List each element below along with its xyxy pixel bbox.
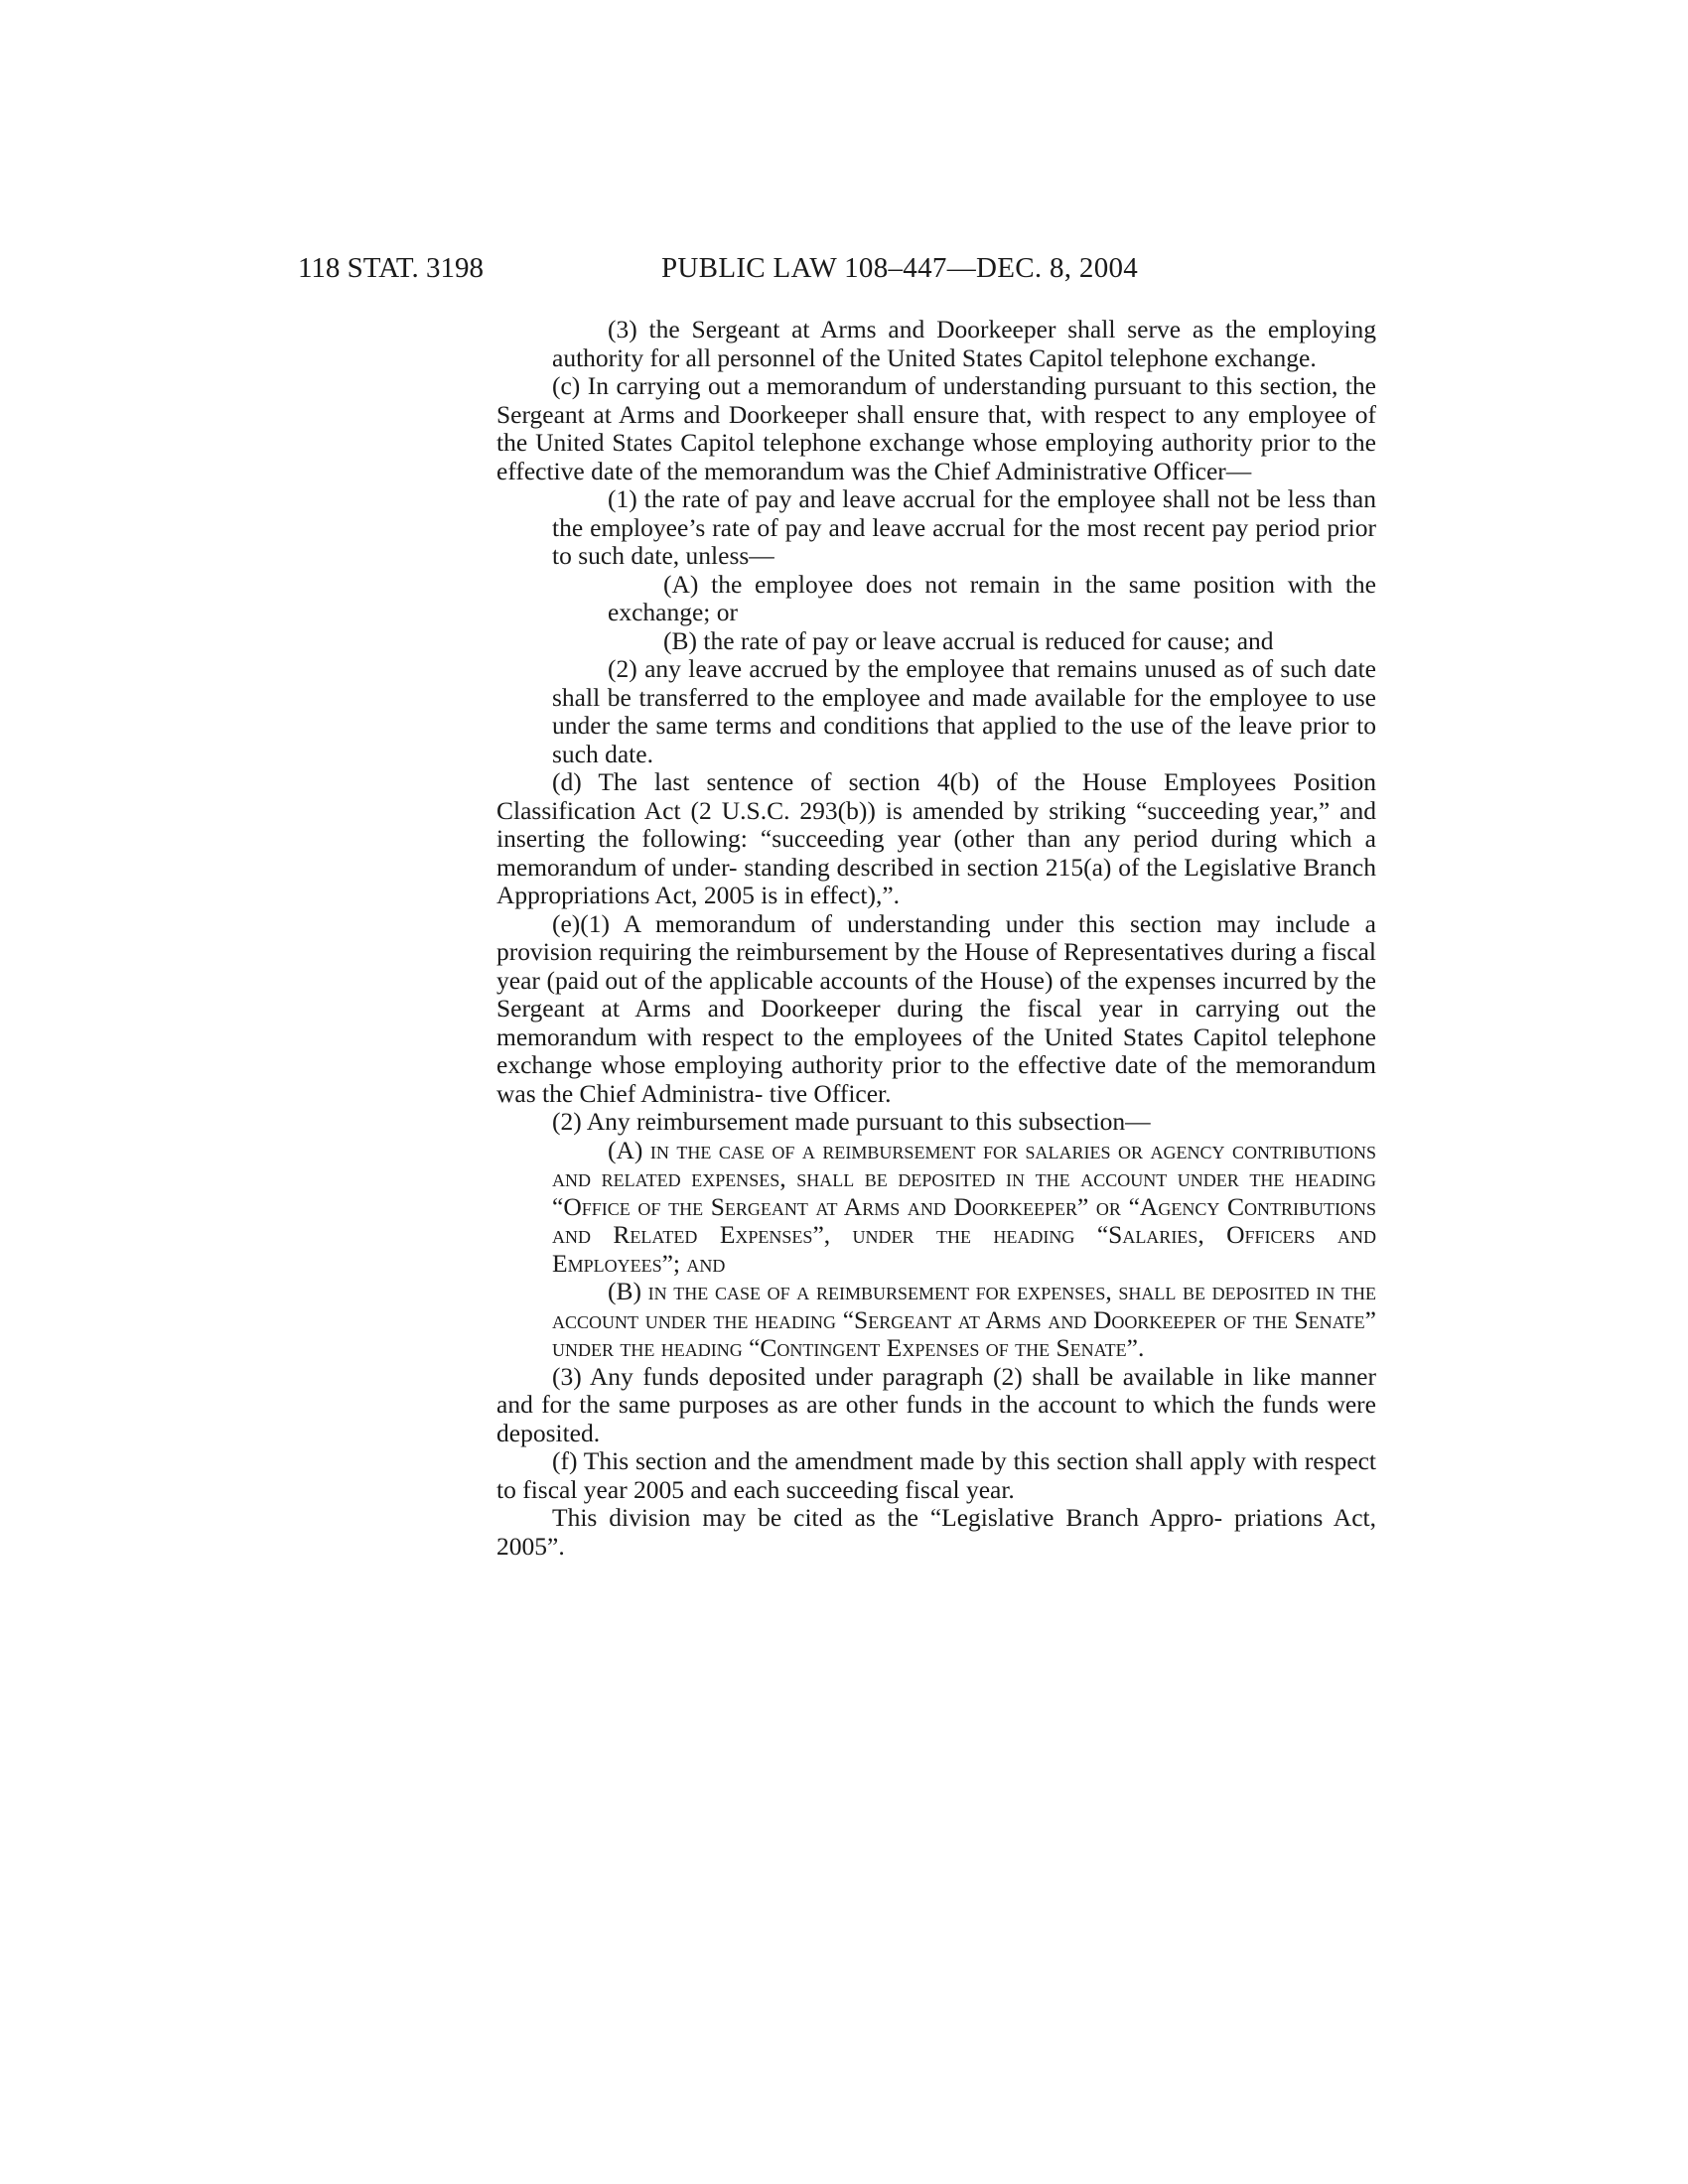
public-law-title: PUBLIC LAW 108–447—DEC. 8, 2004 — [661, 252, 1139, 284]
paragraph-c2: (2) any leave accrued by the employee that remains unused as of such date shall be transferred to the employee and made available for the employee to use under the same terms and conditions that applied to the use of the leave prior to such date. — [552, 654, 1376, 768]
paragraph-c1-a: (A) the employee does not remain in the same position with the exchange; or — [608, 569, 1376, 626]
paragraph-e1: (e)(1) A memorandum of understanding under this section may include a provision requiring the reimbursement by the House of Representatives during a fiscal year (paid out of the applicable accounts of the House) of the expenses incurred by the Sergeant at Arms and Doorkeeper during the fiscal year in carrying out the memorandum with respect to the employees of the United States Capitol telephone exchange whose employing authority prior to the effective date of the memorandum was the Chief Administra- tive Officer. — [496, 908, 1376, 1108]
paragraph-e2-b: (B) in the case of a reimbursement for expenses, shall be deposited in the account under the heading “Sergeant at Arms and Doorkeeper of the Senate” under the heading “Contingent Expenses of the Senate”. — [552, 1277, 1376, 1362]
paragraph-f: (f) This section and the amendment made by this section shall apply with respect to fiscal year 2005 and each succeeding fiscal year. — [496, 1446, 1376, 1504]
paragraph-d: (d) The last sentence of section 4(b) of the House Employees Position Classification Act (2 U.S.C. 293(b)) is amended by striking “succeeding year,” and inserting the following: “succeeding year (other than any period during which a memorandum of under- standing described in section 215(a) of the Legislative Branch Appropriations Act, 2005 is in effect),”. — [496, 767, 1376, 909]
running-header — [0, 248, 1688, 288]
short-title-paragraph: This division may be cited as the “Legislative Branch Appro- priations Act, 2005”. — [496, 1503, 1376, 1561]
paragraph-e3: (3) Any funds deposited under paragraph (2) shall be available in like manner and for the same purposes as are other funds in the account to which the funds were deposited. — [496, 1361, 1376, 1447]
document-body — [496, 316, 1376, 1561]
paragraph-c1-b: (B) the rate of pay or leave accrual is reduced for cause; and — [663, 625, 1274, 655]
paragraph-c1: (1) the rate of pay and leave accrual for the employee shall not be less than the employee’s rate of pay and leave accrual for the most recent pay period prior to such date, unless— — [552, 484, 1376, 570]
paragraph-e2-a: (A) in the case of a reimbursement for salaries or agency contributions and related expenses, shall be deposited in the account under the heading “Office of the Sergeant at Arms and Doorkeeper” or “Agency Contributions and Related Expenses”, under the heading “Salaries, Officers and Employees”; and — [552, 1135, 1376, 1278]
paragraph-c: (c) In carrying out a memorandum of understanding pursuant to this section, the Sergeant at Arms and Doorkeeper shall ensure that, with respect to any employee of the United States Capitol telephone exchange whose employing authority prior to the effective date of the memorandum was the Chief Administrative Officer— — [496, 371, 1376, 485]
paragraph-e2: (2) Any reimbursement made pursuant to this subsection— — [552, 1107, 1151, 1136]
statute-page-number: 118 STAT. 3198 — [298, 252, 484, 284]
paragraph-b3: (3) the Sergeant at Arms and Doorkeeper shall serve as the employing authority for all personnel of the United States Capitol telephone exchange. — [552, 315, 1376, 372]
